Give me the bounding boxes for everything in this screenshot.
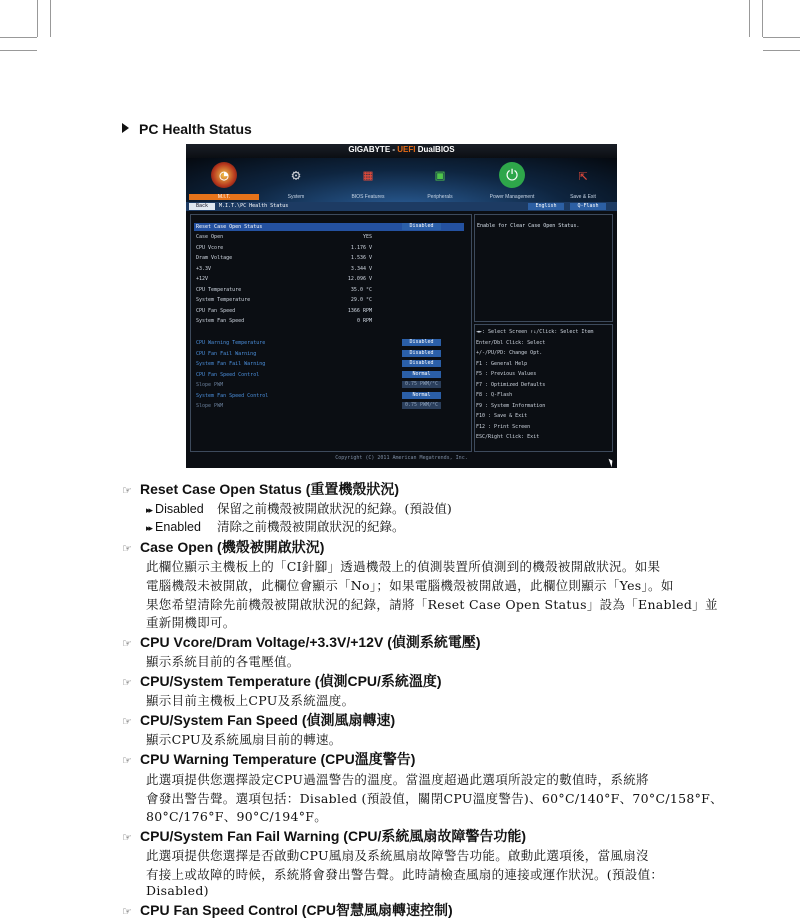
body-line: 80°C/176°F、90°C/194°F。 <box>146 809 328 824</box>
item-title: ☞ CPU Warning Temperature (CPU溫度警告) <box>122 751 416 767</box>
back-button[interactable]: Back <box>189 203 215 210</box>
exit-door-icon: ⇱ <box>578 166 588 184</box>
setting-value: 0.75 PWM/°C <box>402 402 441 409</box>
setting-value[interactable]: Disabled <box>402 350 441 357</box>
reading-row: +3.3V 3.344 V <box>196 265 372 272</box>
reading-row: System Temperature 29.0 °C <box>196 297 372 303</box>
bios-uefi: UEFI <box>397 145 416 154</box>
menu-label: M.I.T. <box>189 194 259 200</box>
bios-menu-bar <box>186 158 617 202</box>
item-title: ☞ Reset Case Open Status (重置機殼狀況) <box>122 481 400 497</box>
board-icon: ▣ <box>435 166 445 184</box>
body-line: 此選項提供您選擇是否啟動CPU風扇及系統風扇故障警告功能。啟動此選項後，當風扇沒 <box>146 848 649 863</box>
menu-label: BIOS Features <box>351 194 385 200</box>
setting-value[interactable]: Normal <box>402 371 441 378</box>
pointing-hand-icon: ☞ <box>122 831 132 844</box>
key-hint: F9 : System Information <box>476 402 546 409</box>
key-hint: +/-/PU/PD: Change Opt. <box>476 350 543 356</box>
menu-save-exit[interactable] <box>548 160 618 202</box>
key-hint: F1 : General Help <box>476 360 528 367</box>
crop-mark <box>0 50 37 51</box>
item-title: ☞ CPU/System Fan Speed (偵測風扇轉速) <box>122 712 396 728</box>
setting-value[interactable]: Normal <box>402 392 441 399</box>
reading-row: CPU Vcore 1.176 V <box>196 244 372 251</box>
reading-row: Case Open YES <box>196 234 372 240</box>
key-hint: F7 : Optimized Defaults <box>476 381 546 388</box>
body-line: 顯示目前主機板上CPU及系統溫度。 <box>146 693 355 708</box>
key-hint: F8 : Q-Flash <box>476 392 513 398</box>
menu-power-management[interactable] <box>477 160 547 202</box>
body-line: 重新開機即可。 <box>146 615 236 630</box>
bios-dualbios: DualBIOS <box>415 145 455 154</box>
reading-row: System Fan Speed 0 RPM <box>196 318 372 324</box>
body-line: 顯示CPU及系統風扇目前的轉速。 <box>146 732 342 747</box>
menu-mit[interactable] <box>189 160 259 202</box>
pointing-hand-icon: ☞ <box>122 637 132 650</box>
setting-row[interactable]: CPU Fan Speed Control Normal <box>194 371 464 379</box>
item-title: ☞ Case Open (機殼被開啟狀況) <box>122 539 325 555</box>
breadcrumb: M.I.T.\PC Health Status <box>219 203 289 209</box>
body-line: 此欄位顯示主機板上的「CI針腳」透過機殼上的偵測裝置所偵測到的機殼被開啟狀況。如果 <box>146 559 661 574</box>
double-arrow-icon: ▸▸ <box>146 524 152 534</box>
body-line: Disabled) <box>146 883 209 898</box>
body-line: 電腦機殼未被開啟，此欄位會顯示「No」；如果電腦機殼被開啟過，此欄位則顯示「Yes」。如 <box>146 578 674 593</box>
section-heading <box>122 121 252 137</box>
key-hint: Enter/Dbl Click: Select <box>476 339 546 346</box>
setting-row: Slope PWM 0.75 PWM/°C <box>194 381 464 389</box>
setting-row[interactable]: CPU Fan Fail Warning Disabled <box>194 350 464 358</box>
language-button[interactable]: English <box>528 203 564 210</box>
crop-mark <box>763 37 800 38</box>
crop-mark <box>749 0 750 37</box>
body-line: 顯示系統目前的各電壓值。 <box>146 654 300 669</box>
power-icon: ⏻ <box>499 162 525 188</box>
option-line: ▸▸ Disabled 保留之前機殼被開啟狀況的紀錄。(預設值) <box>146 501 452 516</box>
key-hint: F10 : Save & Exit <box>476 413 528 419</box>
double-arrow-icon: ▸▸ <box>146 506 152 516</box>
pointing-hand-icon: ☞ <box>122 715 132 728</box>
reading-row: CPU Fan Speed 1366 RPM <box>196 307 372 314</box>
reading-row: +12V 12.096 V <box>196 276 372 282</box>
item-title: ☞ CPU/System Temperature (偵測CPU/系統溫度) <box>122 673 442 689</box>
setting-value[interactable]: Disabled <box>402 360 441 367</box>
crop-mark <box>50 0 51 37</box>
help-text: Enable for Clear Case Open Status. <box>477 223 580 229</box>
bios-brand: GIGABYTE - <box>348 145 398 154</box>
key-hint: ◄►: Select Screen ↑↓/Click: Select Item <box>476 329 594 335</box>
qflash-button[interactable]: Q-Flash <box>570 203 606 210</box>
gears-icon: ⚙ <box>291 166 301 184</box>
setting-row[interactable]: Reset Case Open Status Disabled <box>194 223 464 231</box>
menu-label: Peripherals <box>427 194 453 200</box>
section-heading-text: PC Health Status <box>139 121 252 137</box>
setting-value[interactable]: Disabled <box>402 339 441 346</box>
crop-mark <box>763 50 800 51</box>
menu-system[interactable] <box>261 160 331 202</box>
menu-label: System <box>287 194 305 200</box>
key-hint: F12 : Print Screen <box>476 423 531 430</box>
body-line: 會發出警告聲。選項包括：Disabled (預設值，關閉CPU溫度警告)、60°C/140°F、70°C/158°F、 <box>146 791 723 806</box>
pointing-hand-icon: ☞ <box>122 754 132 767</box>
triangle-bullet-icon <box>122 123 129 133</box>
crop-mark <box>0 37 37 38</box>
pointing-hand-icon: ☞ <box>122 542 132 555</box>
crop-mark <box>37 0 38 37</box>
item-title: ☞ CPU Vcore/Dram Voltage/+3.3V/+12V (偵測系統電壓) <box>122 634 481 650</box>
menu-peripherals[interactable] <box>405 160 475 202</box>
chip-icon: ▦ <box>363 166 373 184</box>
setting-row: Slope PWM 0.75 PWM/°C <box>194 402 464 410</box>
menu-label: Save & Exit <box>570 194 596 200</box>
bios-title-bar <box>186 144 617 158</box>
setting-value: 0.75 PWM/°C <box>402 381 441 388</box>
item-title: ☞ CPU/System Fan Fail Warning (CPU/系統風扇故障警告功能) <box>122 828 527 844</box>
bios-screenshot <box>186 144 617 468</box>
setting-row[interactable]: System Fan Fail Warning Disabled <box>194 360 464 368</box>
body-line: 有接上或故障的時候，系統將會發出警告聲。此時請檢查風扇的連接或運作狀況。(預設值： <box>146 867 664 882</box>
pointing-hand-icon: ☞ <box>122 905 132 918</box>
reading-row: CPU Temperature 35.0 °C <box>196 286 372 293</box>
body-line: 此選項提供您選擇設定CPU過溫警告的溫度。當溫度超過此選項所設定的數值時，系統將 <box>146 772 649 787</box>
help-pane <box>474 214 613 322</box>
setting-value[interactable]: Disabled <box>402 223 441 230</box>
setting-row[interactable]: CPU Warning Temperature Disabled <box>194 339 464 347</box>
item-title: ☞ CPU Fan Speed Control (CPU智慧風扇轉速控制) <box>122 902 453 918</box>
key-hint: F5 : Previous Values <box>476 371 537 377</box>
menu-label: Power Management <box>489 194 535 200</box>
gauge-icon: ◔ <box>211 162 237 188</box>
option-line: ▸▸ Enabled 清除之前機殼被開啟狀況的紀錄。 <box>146 519 405 534</box>
crop-mark <box>762 0 763 37</box>
body-line: 果您希望清除先前機殼被開啟狀況的紀錄，請將「Reset Case Open Status」設為「Enabled」並 <box>146 597 718 612</box>
reading-row: Dram Voltage 1.536 V <box>196 255 372 261</box>
bios-nav-row <box>186 202 617 211</box>
menu-bios-features[interactable] <box>333 160 403 202</box>
pointing-hand-icon: ☞ <box>122 676 132 689</box>
bios-copyright: Copyright (C) 2011 American Megatrends, Inc. <box>335 455 468 461</box>
pointing-hand-icon: ☞ <box>122 484 132 497</box>
key-hint: ESC/Right Click: Exit <box>476 434 540 440</box>
setting-row[interactable]: System Fan Speed Control Normal <box>194 392 464 400</box>
